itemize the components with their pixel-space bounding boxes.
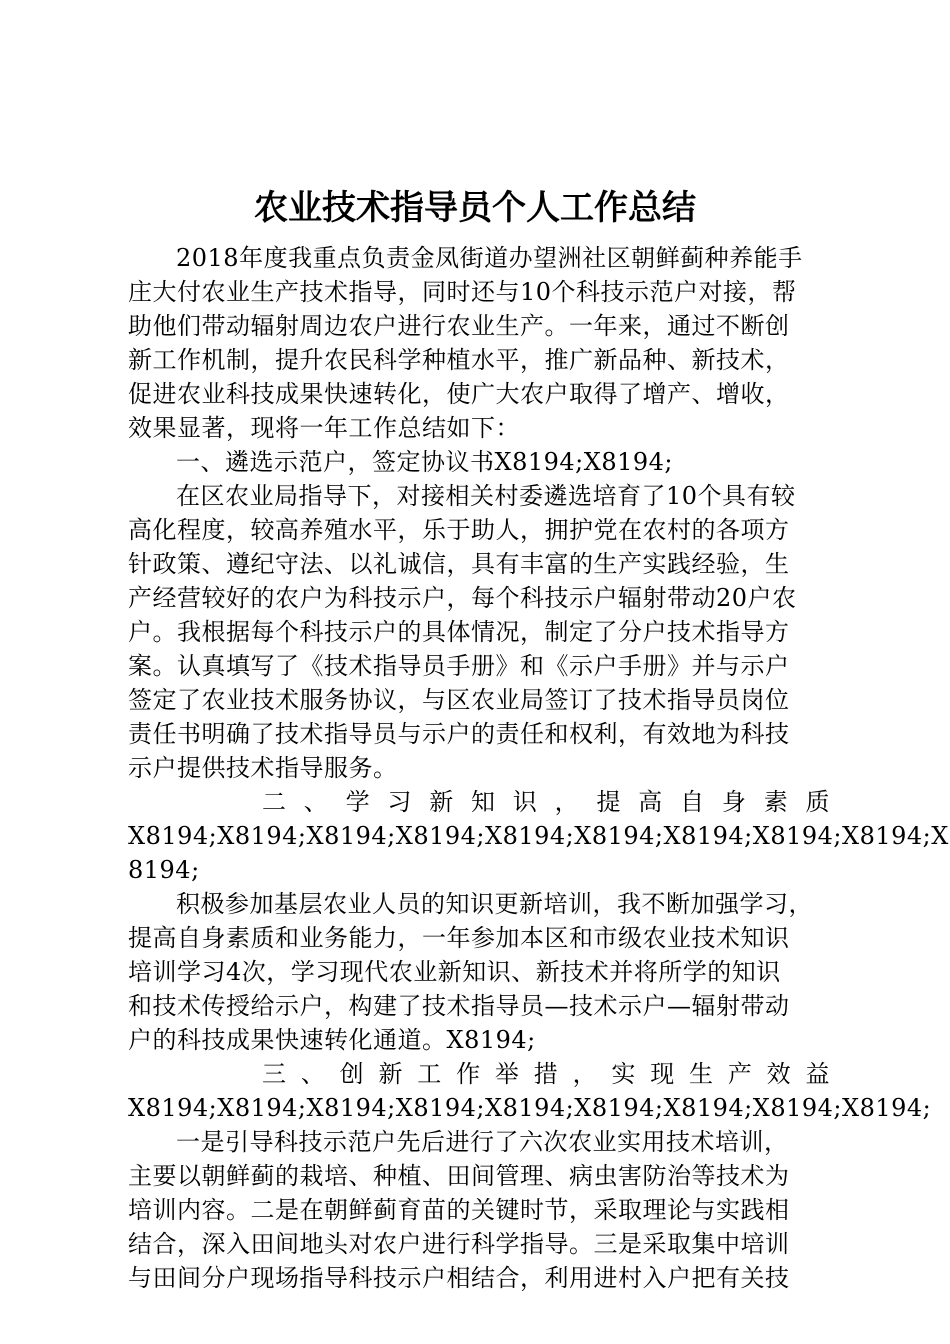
document-title: 农业技术指导员个人工作总结: [254, 188, 696, 228]
paragraph-line: 促进农业科技成果快速转化，使广大农户取得了增产、增收，: [128, 380, 790, 408]
paragraph-line: 结合，深入田间地头对农户进行科学指导。三是采取集中培训: [128, 1230, 790, 1258]
paragraph-line: 提高自身素质和业务能力，一年参加本区和市级农业技术知识: [128, 924, 790, 952]
paragraph-line: 产经营较好的农户为科技示户，每个科技示户辐射带动20户农: [128, 584, 797, 612]
paragraph-line: 与田间分户现场指导科技示户相结合，利用进村入户把有关技: [128, 1264, 790, 1292]
paragraph-line: 8194;: [128, 856, 200, 884]
paragraph-line: 2018年度我重点负责金凤街道办望洲社区朝鲜蓟种养能手: [176, 244, 803, 272]
section-heading-1: 一、遴选示范户，签定协议书X8194;X8194;: [176, 448, 673, 476]
paragraph-line: 效果显著，现将一年工作总结如下：: [128, 414, 520, 442]
paragraph-line: 助他们带动辐射周边农户进行农业生产。一年来，通过不断创: [128, 312, 790, 340]
paragraph-line: X8194;X8194;X8194;X8194;X8194;X8194;X8194;X8194;X8194;X: [128, 822, 949, 850]
paragraph-line: 签定了农业技术服务协议，与区农业局签订了技术指导员岗位: [128, 686, 790, 714]
paragraph-line: 案。认真填写了《技术指导员手册》和《示户手册》并与示户: [128, 652, 790, 680]
section-heading-3: 三、创新工作举措，实现生产效益: [262, 1060, 830, 1088]
paragraph-line: 积极参加基层农业人员的知识更新培训，我不断加强学习，: [176, 890, 813, 918]
paragraph-line: 在区农业局指导下，对接相关村委遴选培育了10个具有较: [176, 482, 796, 510]
paragraph-line: 和技术传授给示户，构建了技术指导员—技术示户—辐射带动: [128, 992, 790, 1020]
paragraph-line: 培训学习4次，学习现代农业新知识、新技术并将所学的知识: [128, 958, 781, 986]
paragraph-line: 户。我根据每个科技示户的具体情况，制定了分户技术指导方: [128, 618, 790, 646]
paragraph-line: X8194;X8194;X8194;X8194;X8194;X8194;X8194;X8194;X8194;: [128, 1094, 932, 1122]
paragraph-line: 示户提供技术指导服务。: [128, 754, 398, 782]
paragraph-line: 庄大付农业生产技术指导，同时还与10个科技示范户对接，帮: [128, 278, 797, 306]
paragraph-line: 培训内容。二是在朝鲜蓟育苗的关键时节，采取理论与实践相: [128, 1196, 790, 1224]
paragraph-line: 一是引导科技示范户先后进行了六次农业实用技术培训，: [176, 1128, 789, 1156]
paragraph-line: 高化程度，较高养殖水平，乐于助人，拥护党在农村的各项方: [128, 516, 790, 544]
paragraph-line: 户的科技成果快速转化通道。X8194;: [128, 1026, 536, 1054]
paragraph-line: 主要以朝鲜蓟的栽培、种植、田间管理、病虫害防治等技术为: [128, 1162, 790, 1190]
paragraph-line: 针政策、遵纪守法、以礼诚信，具有丰富的生产实践经验，生: [128, 550, 790, 578]
paragraph-line: 责任书明确了技术指导员与示户的责任和权利，有效地为科技: [128, 720, 790, 748]
section-heading-2: 二、学习新知识，提高自身素质: [262, 788, 830, 816]
paragraph-line: 新工作机制，提升农民科学种植水平，推广新品种、新技术，: [128, 346, 790, 374]
